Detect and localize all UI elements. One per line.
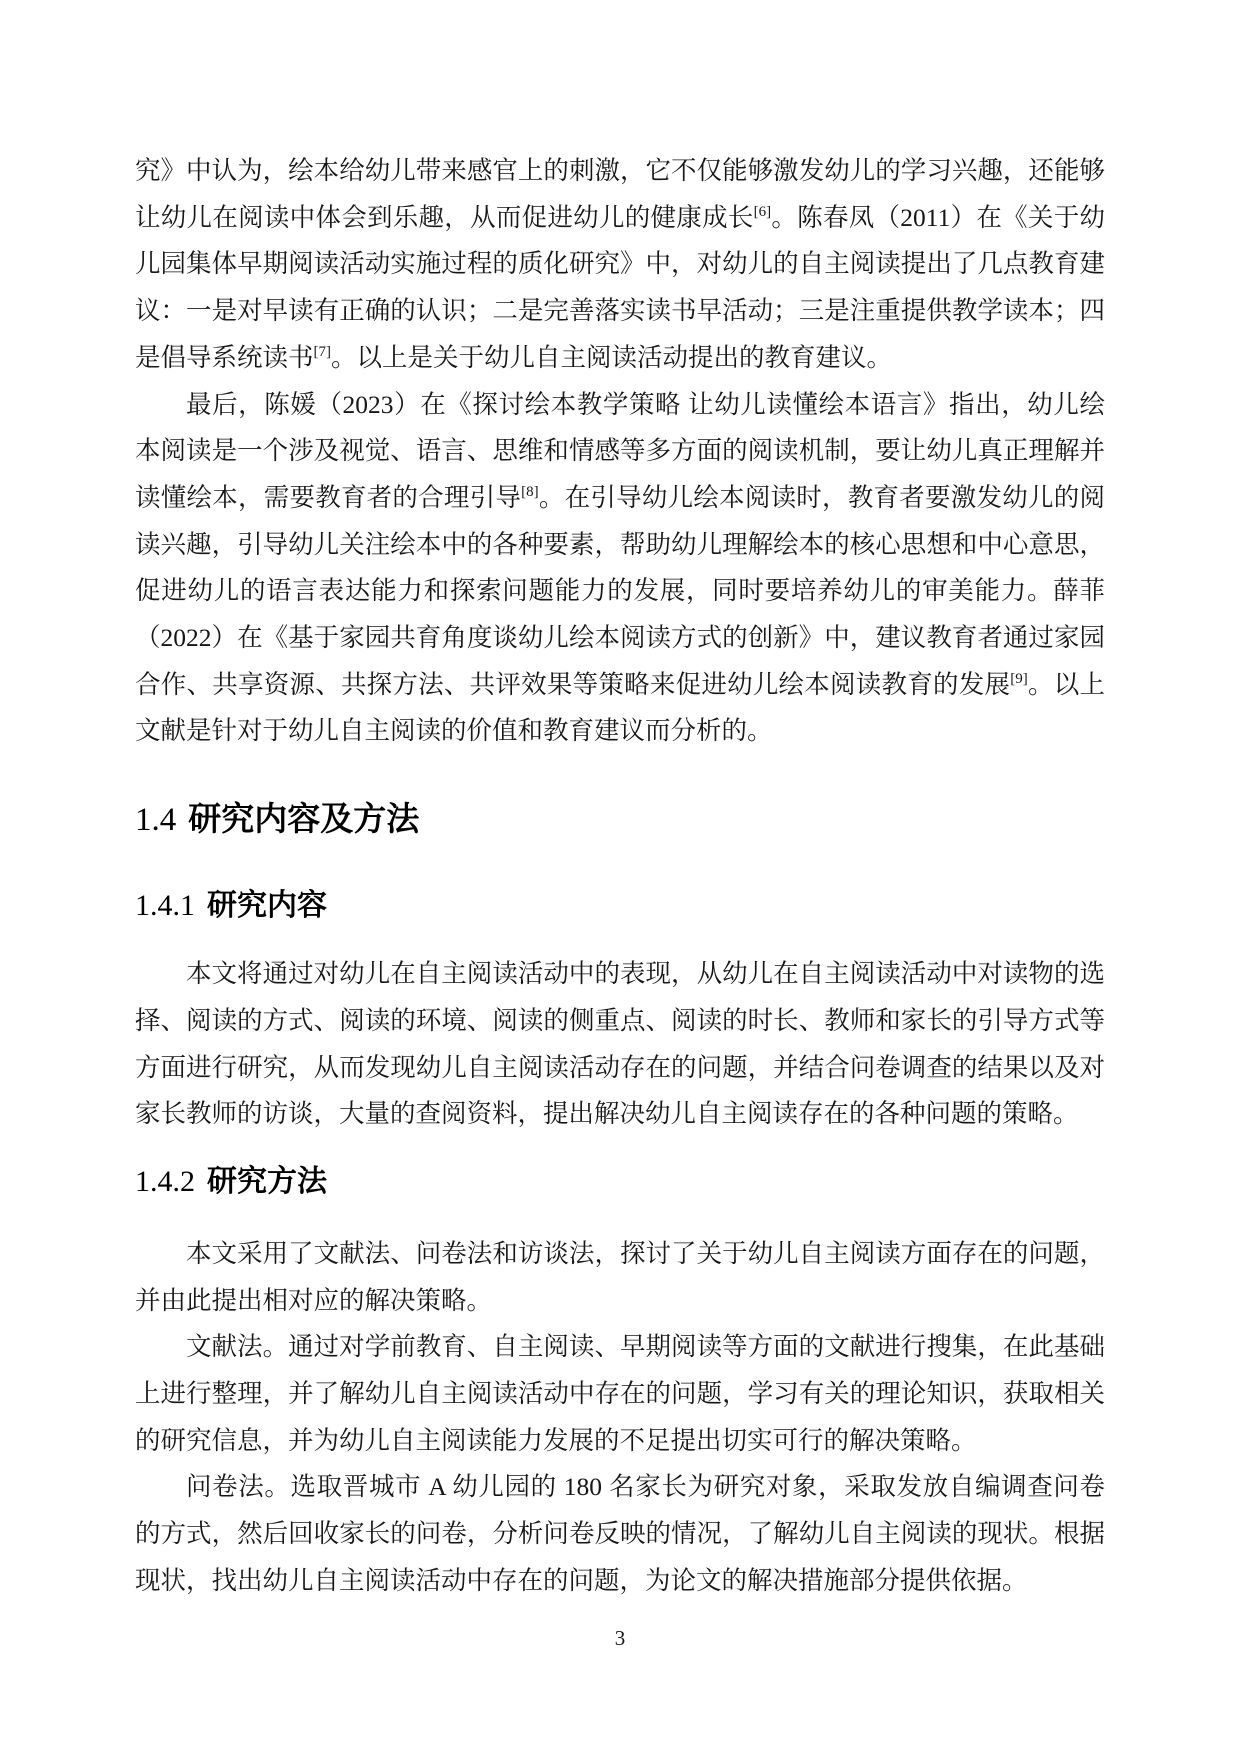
text-run: 。在引导幼儿绘本阅读时，教育者要激发幼儿的阅读兴趣，引导幼儿关注绘本中的各种要素，帮助幼儿理解绘本的核心思想和中心意思，促进幼儿的语言表达能力和探索问题能力的发展，同时要培养幼儿的审美能力。薛菲（2022）在《基于家园共育角度谈幼儿绘本阅读方式的创新》中，建议教育者通过家园合作、共享资源、共探方法、共评效果等策略来促进幼儿绘本阅读教育的发展: [135, 482, 1105, 699]
paragraph: [135, 1231, 1105, 1324]
subsection-heading: [135, 888, 1105, 924]
paragraph: [135, 951, 1105, 1138]
page-body: [135, 0, 1105, 1605]
paragraph: [135, 1324, 1105, 1464]
paragraph: [135, 382, 1105, 756]
text-run: 。以上文献是针对于幼儿自主阅读的价值和教育建议而分析的。: [135, 669, 1105, 746]
text-run: 问卷法。选取晋城市 A 幼儿园的 180 名家长为研究对象，采取发放自编调查问卷的方式，然后回收家长的问卷，分析问卷反映的情况，了解幼儿自主阅读的现状。根据现状，找出幼儿自主阅读活动中存在的问题，为论文的解决措施部分提供依据。: [135, 1472, 1105, 1595]
paragraph: [135, 148, 1105, 382]
section-heading: [135, 799, 1105, 840]
citation-superscript: [7]: [313, 343, 332, 360]
subsection-heading: [135, 1164, 1105, 1200]
text-run: 。陈春凤（2011）在《关于幼儿园集体早期阅读活动实施过程的质化研究》中，对幼儿的自主阅读提出了几点教育建议：一是对早读有正确的认识；二是完善落实读书早活动；三是注重提供教学读本；四是倡导系统读书: [135, 202, 1105, 372]
heading-number: 1.4: [135, 802, 177, 839]
text-run: 本文采用了文献法、问卷法和访谈法，探讨了关于幼儿自主阅读方面存在的问题，并由此提出相对应的解决策略。: [135, 1238, 1105, 1315]
heading-title: 研究方法: [207, 1164, 327, 1198]
text-run: 文献法。通过对学前教育、自主阅读、早期阅读等方面的文献进行搜集，在此基础上进行整理，并了解幼儿自主阅读活动中存在的问题，学习有关的理论知识，获取相关的研究信息，并为幼儿自主阅读能力发展的不足提出切实可行的解决策略。: [135, 1332, 1105, 1455]
text-run: 最后，陈媛（2023）在《探讨绘本教学策略 让幼儿读懂绘本语言》指出，幼儿绘本阅读是一个涉及视觉、语言、思维和情感等多方面的阅读机制，要让幼儿真正理解并读懂绘本，需要教育者的合理引导: [135, 389, 1105, 512]
text-run: 。以上是关于幼儿自主阅读活动提出的教育建议。: [331, 342, 893, 372]
citation-superscript: [9]: [1010, 670, 1028, 687]
heading-number: 1.4.1: [135, 889, 195, 923]
heading-title: 研究内容及方法: [188, 800, 420, 838]
heading-title: 研究内容: [207, 889, 327, 923]
heading-number: 1.4.2: [135, 1164, 195, 1198]
citation-superscript: [8]: [521, 483, 539, 500]
page-number: 3: [614, 1626, 626, 1650]
text-run: 究》中认为，绘本给幼儿带来感官上的刺激，它不仅能够激发幼儿的学习兴趣，还能够让幼儿在阅读中体会到乐趣，从而促进幼儿的健康成长: [135, 156, 1105, 232]
paragraph: [135, 1464, 1105, 1604]
citation-superscript: [6]: [753, 203, 772, 220]
text-run: 本文将通过对幼儿在自主阅读活动中的表现，从幼儿在自主阅读活动中对读物的选择、阅读的方式、阅读的环境、阅读的侧重点、阅读的时长、教师和家长的引导方式等方面进行研究，从而发现幼儿自主阅读活动存在的问题，并结合问卷调查的结果以及对家长教师的访谈，大量的查阅资料，提出解决幼儿自主阅读存在的各种问题的策略。: [135, 959, 1105, 1129]
